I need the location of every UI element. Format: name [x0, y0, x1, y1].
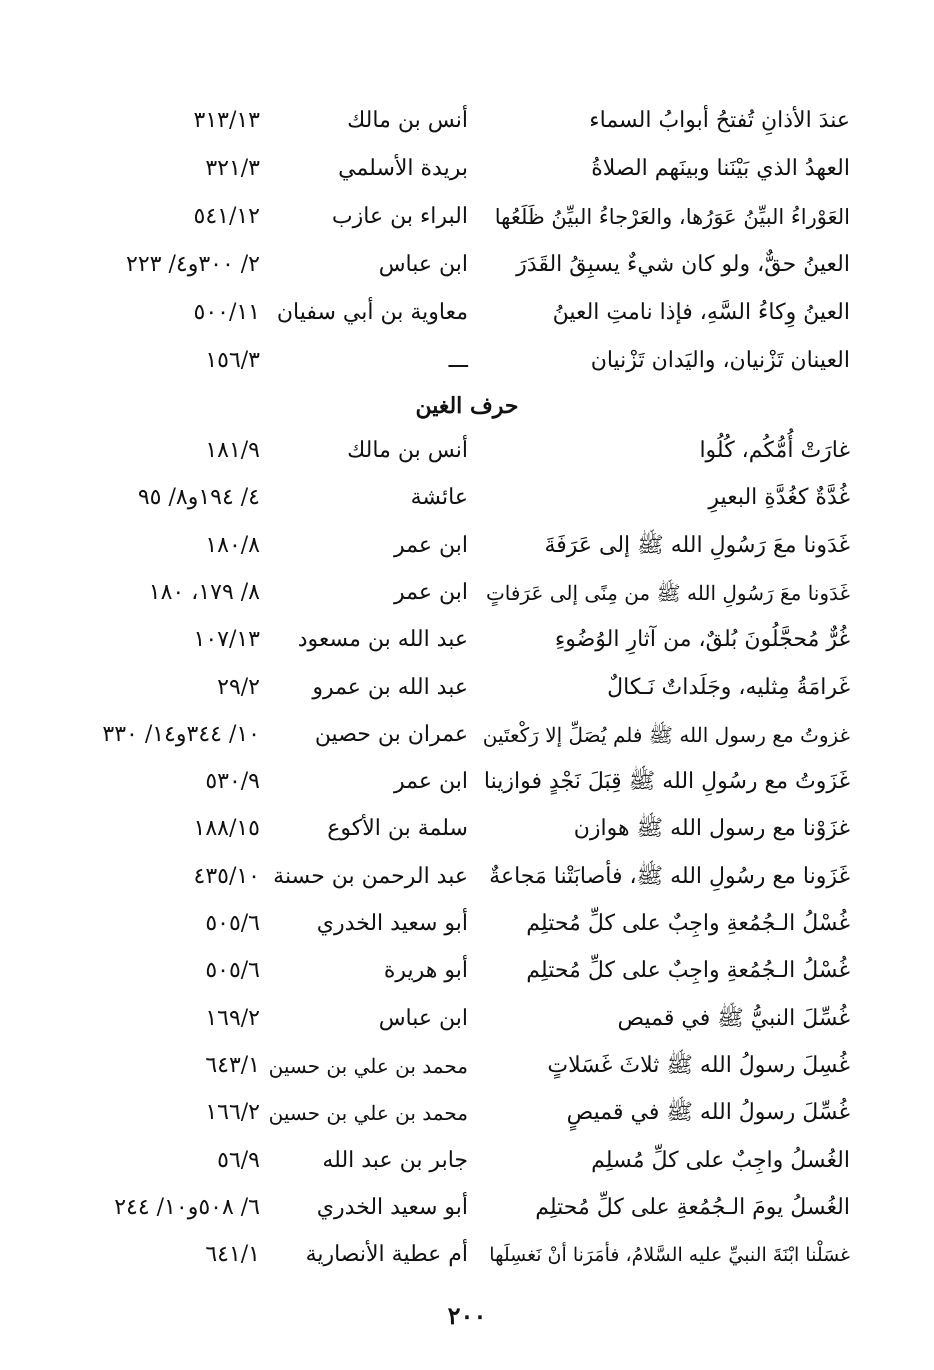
narrator-name: أبو سعيد الخدري [316, 911, 468, 936]
volume-page-reference: ٥٠٠/١١ [193, 300, 260, 325]
volume-page-reference: ١٦٩/٢ [205, 1005, 260, 1031]
volume-page-reference: ٥٠٥/٦ [205, 958, 260, 984]
index-entry [70, 951, 850, 991]
narrator-name: عبد الله بن عمرو [312, 674, 468, 700]
hadith-text: غسَلْنا ابْنَةَ النبيِّ عليه السَّلامُ، فأمَرَنا أنْ نَغسِلَها [489, 1244, 850, 1267]
index-entry [70, 999, 850, 1039]
index-entry [70, 668, 850, 708]
volume-page-reference: ١٠٧/١٣ [193, 627, 260, 653]
volume-page-reference: ١٥٦/٣ [205, 348, 260, 373]
index-entry [70, 620, 850, 660]
volume-page-reference: ٥٤١/١٢ [193, 204, 260, 229]
volume-page-reference: ٣١٣/١٣ [193, 108, 260, 133]
index-entry [70, 1188, 850, 1228]
volume-page-reference: ٥٦/٩ [217, 1147, 260, 1173]
narrator-name: معاوية بن أبي سفيان [276, 300, 468, 325]
narrator-name: أنس بن مالك [347, 438, 468, 463]
narrator-name: ابن عباس [378, 252, 468, 277]
narrator-name: ابن عمر [394, 769, 468, 795]
volume-page-reference: ٤٣٥/١٠ [193, 863, 260, 889]
narrator-name: عائشة [410, 485, 468, 511]
hadith-text: غَدَونا معَ رَسُولِ الله ﷺ من مِنًى إلى عَرَفاتٍ [485, 580, 850, 605]
hadith-text: غُسْلُ الـجُمُعةِ واجِبٌ على كلِّ مُحتلِم [526, 911, 850, 936]
hadith-text: العينُ حقٌّ، ولو كان شيءٌ يسبِقُ القَدَرَ [516, 252, 850, 277]
hadith-text: غُسِّلَ النبيُّ ﷺ في قميص [617, 1005, 850, 1031]
index-entry [70, 245, 850, 285]
hadith-text: غُرٌّ مُحجَّلُونَ بُلقٌ، من آثارِ الوُضُوءِ [554, 627, 850, 653]
index-entry [70, 857, 850, 897]
narrator-name: أم عطية الأنصارية [305, 1242, 468, 1268]
hadith-text: غَرامَةُ مِثليه، وجَلَداتٌ نَـكالٌ [607, 674, 850, 700]
hadith-text: العهدُ الذي بَيْنَنا وبينَهم الصلاةُ [591, 156, 850, 181]
index-entry [70, 762, 850, 802]
index-entry [70, 293, 850, 333]
narrator-name: عمران بن حصين [314, 721, 468, 747]
narrator-name: بريدة الأسلمي [338, 156, 468, 181]
volume-page-reference: ١٠/ ٣٤٤و١٤/ ٣٣٠ [102, 721, 260, 747]
index-entry [70, 715, 850, 755]
index-entry [70, 1093, 850, 1133]
index-entry [70, 573, 850, 613]
volume-page-reference: ١٨٠/٨ [205, 532, 260, 558]
index-entry [70, 478, 850, 518]
narrator-name: عبد الله بن مسعود [297, 627, 468, 653]
hadith-text: العَوْراءُ البيِّنُ عَوَرُها، والعَرْجاءُ البيِّنُ ظَلَعُها [494, 205, 850, 229]
volume-page-reference: ٤/ ١٩٤و٨/ ٩٥ [137, 485, 260, 511]
narrator-name: ابن عمر [394, 532, 468, 558]
hadith-text: غُسْلُ الـجُمُعةِ واجِبٌ على كلِّ مُحتلِم [526, 958, 850, 984]
hadith-text: العينُ وِكاءُ السَّهِ، فإذا نامتِ العينُ [552, 300, 850, 325]
narrator-name: أبو هريرة [383, 958, 468, 984]
hadith-text: غَزَوتُ مع رسُولِ الله ﷺ قِبَلَ نَجْدٍ فوازينا [483, 769, 850, 795]
narrator-name: جابر بن عبد الله [322, 1147, 468, 1173]
volume-page-reference: ٥٠٥/٦ [205, 911, 260, 936]
hadith-text: غُسِلَ رسولُ الله ﷺ ثلاثَ غَسَلاتٍ [547, 1052, 850, 1078]
index-entry [70, 341, 850, 381]
volume-page-reference: ٢٩/٢ [217, 674, 260, 700]
index-entry [70, 431, 850, 471]
volume-page-reference: ٦/ ٥٠٨و١٠/ ٢٤٤ [114, 1194, 260, 1220]
volume-page-reference: ٣٢١/٣ [205, 156, 260, 181]
volume-page-reference: ١٨٨/١٥ [193, 816, 260, 842]
hadith-text: غارَتْ أُمُّكُم، كُلُوا [699, 438, 850, 463]
volume-page-reference: ٥٣٠/٩ [205, 769, 260, 795]
narrator-name: سلمة بن الأكوع [327, 816, 468, 842]
hadith-text: غَدَونا معَ رَسُولِ الله ﷺ إلى عَرَفَةَ [544, 532, 850, 558]
hadith-text: الغُسلُ واجِبٌ على كلِّ مُسلِم [591, 1147, 850, 1173]
hadith-text: العينان تَزْنيان، واليَدان تَزْنيان [590, 348, 850, 373]
page-number: ٢٠٠ [447, 1301, 487, 1330]
hadith-text: غُسِّلَ رسولُ الله ﷺ في قميصٍ [566, 1100, 850, 1126]
index-entry [70, 809, 850, 849]
narrator-name: أبو سعيد الخدري [316, 1194, 468, 1220]
index-entry [70, 1141, 850, 1181]
narrator-name: عبد الرحمن بن حسنة [273, 863, 468, 889]
hadith-text: غزوتُ مع رسول الله ﷺ فلم يُصَلِّ إلا رَكْعتَين [482, 722, 850, 747]
hadith-text: عندَ الأذانِ تُفتحُ أبوابُ السماء [589, 108, 850, 133]
volume-page-reference: ٦٤١/١ [205, 1242, 260, 1268]
hadith-text: غَزَونا مع رسُولِ الله ﷺ، فأصابَتْنا مَجاعةٌ [489, 863, 850, 889]
index-entry [70, 526, 850, 566]
hadith-text: الغُسلُ يومَ الـجُمُعةِ على كلِّ مُحتلِم [535, 1194, 850, 1220]
index-entry [70, 1046, 850, 1086]
hadith-text: غُدَّةٌ كغُدَّةِ البعيرِ [708, 485, 850, 511]
volume-page-reference: ١٨١/٩ [205, 438, 260, 463]
section-title: حرف الغين [415, 393, 519, 419]
narrator-name: أنس بن مالك [347, 108, 468, 133]
index-entry [70, 149, 850, 189]
volume-page-reference: ١٦٦/٢ [205, 1100, 260, 1126]
index-entry [70, 1235, 850, 1275]
index-entry [70, 101, 850, 141]
volume-page-reference: ٦٤٣/١ [205, 1052, 260, 1078]
narrator-name: البراء بن عازب [331, 204, 468, 229]
hadith-text: غزَوْنا مع رسول الله ﷺ هوازن [573, 816, 850, 842]
narrator-name: محمد بن علي بن حسين [268, 1053, 468, 1078]
narrator-name: محمد بن علي بن حسين [268, 1101, 468, 1126]
volume-page-reference: ٢/ ٣٠٠و٤/ ٢٢٣ [126, 252, 260, 277]
index-entry [70, 904, 850, 944]
volume-page-reference: ٨/ ١٧٩، ١٨٠ [148, 579, 260, 605]
narrator-name: ابن عمر [394, 579, 468, 605]
narrator-name: ـــ [448, 348, 468, 373]
index-entry [70, 197, 850, 237]
narrator-name: ابن عباس [378, 1005, 468, 1031]
